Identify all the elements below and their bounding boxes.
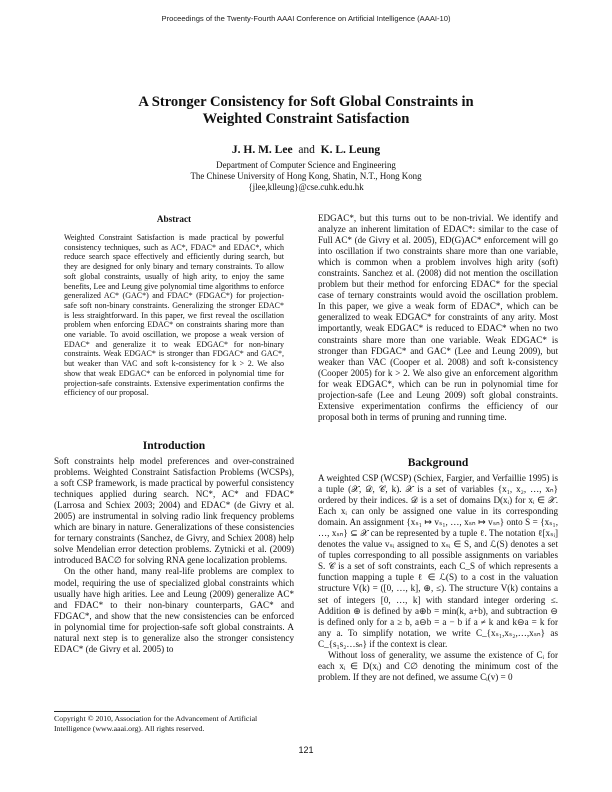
- author-2: K. L. Leung: [320, 144, 381, 156]
- footnote-rule: [54, 711, 140, 712]
- introduction-body: [54, 456, 294, 655]
- author-1: J. H. M. Lee: [231, 144, 293, 156]
- affiliation-university: The Chinese University of Hong Kong, Shatin, N.T., Hong Kong: [190, 171, 422, 181]
- introduction-heading: Introduction: [142, 440, 206, 452]
- right-column-intro-continued: [318, 213, 558, 423]
- right-paragraph-1: EDGAC*, but this turns out to be non-trivial. We identify and analyze an inherent limitation of EDAC*: similar to the case of Full AC* (de Givry et al. 2005), ED(G)AC* enforcement will go into oscillation if two constraints share more than one variable, which is common when a problem involves high arity (soft) constraints. Sanchez et al. (2008) did not mention the oscillation problem but their method for enforcing EDAC* for the special case of ternary constraints would avoid the oscillation problem. In this paper, we give a weak form of EDAC*, which can be generalized to weak EDGAC* for constraints of any arity. Most importantly, weak EDGAC* is reduced to EDAC* when no two constraints share more than one variable. Weak EDGAC* is stronger than FDGAC* and GAC* (Lee and Leung 2009), but weaker than VAC (Cooper et al. 2008) and soft k-consistency (Cooper 2005) for k > 2. We also give an enforcement algorithm for weak EDGAC*, which can be run in polynomial time for projection-safe (Lee and Leung 2009) soft global constraints. Extensive experimentation confirms the efficiency of our proposal both in terms of pruning and running time.: [318, 213, 558, 422]
- abstract-heading: Abstract: [156, 214, 192, 224]
- background-heading: Background: [407, 457, 469, 469]
- page-number: 121: [298, 745, 314, 755]
- background-body: [318, 473, 558, 683]
- proceedings-header: Proceedings of the Twenty-Fourth AAAI Conference on Artificial Intelligence (AAAI-10): [161, 14, 451, 23]
- author-conjunction: and: [298, 144, 315, 156]
- affiliation-department: Department of Computer Science and Engineering: [216, 160, 396, 170]
- authors: [0, 144, 612, 156]
- author-email: {jlee,klleung}@cse.cuhk.edu.hk: [248, 182, 364, 192]
- title-line-1: A Stronger Consistency for Soft Global Constraints in: [138, 94, 474, 110]
- intro-paragraph-2: On the other hand, many real-life problems are complex to model, requiring the use of specialized global constraints which usually have high arities. Lee and Leung (2009) generalize AC* and FDAC* to their non-binary counterparts, GAC* and FDGAC*, and show that the new consistencies can be enforced in polynomial time for projection-safe soft global constraints. A natural next step is to generalize also the stronger consistency EDAC* (de Givry et al. 2005) to: [54, 566, 294, 654]
- background-paragraph-1: A weighted CSP (WCSP) (Schiex, Fargier, and Verfaillie 1995) is a tuple (𝒳, 𝒟, 𝒞, k). 𝒳 is a set of variables {x₁, x₂, …, xₙ} ordered by their indices. 𝒟 is a set of domains D(xᵢ) for xᵢ ∈ 𝒳. Each xᵢ can only be assigned one value in its corresponding domain. An assignment {xₛ₁ ↦ vₛ₁, …, xₛₙ ↦ vₛₙ} onto S = {xₛ₁, …, xₛₙ} ⊆ 𝒳 can be represented by a tuple ℓ. The notation ℓ[xₛᵢ] denotes the value vₛᵢ assigned to xₛᵢ ∈ S, and ℒ(S) denotes a set of tuples corresponding to all possible assignments on variables S. 𝒞 is a set of soft constraints, each C_S of which represents a function mapping a tuple ℓ ∈ ℒ(S) to a cost in the valuation structure V(k) = ([0, …, k], ⊕, ≤). The structure V(k) contains a set of integers [0, …, k] with standard integer ordering ≤. Addition ⊕ is defined by a⊕b = min(k, a+b), and subtraction ⊖ is defined only for a ≥ b, a⊖b = a − b if a ≠ k and k⊖a = k for any a. To simplify notation, we write C_{xₛ₁,xₛ₂,…,xₛₙ} as C_{s₁s₂…sₙ} if the context is clear.: [318, 473, 558, 649]
- abstract-text: Weighted Constraint Satisfaction is made practical by powerful consistency techniques, such as AC*, FDAC* and EDAC*, which reduce search space effectively and efficiently during search, but they are designed for only binary and ternary constraints. To allow soft global constraints, usually of high arity, to enjoy the same benefits, Lee and Leung give polynomial time algorithms to enforce generalized AC* (GAC*) and FDAC* (FDGAC*) for projection-safe soft non-binary constraints. Generalizing the stronger EDAC* is less straightforward. In this paper, we first reveal the oscillation problem when enforcing EDAC* on constraints sharing more than one variable. To avoid oscillation, we propose a weak version of EDAC* and generalize it to weak EDGAC* for non-binary constraints. Weak EDGAC* is stronger than FDGAC* and GAC*, but weaker than VAC and soft k-consistency for k > 2. We also show that weak EDGAC* can be enforced in polynomial time for projection-safe constraints. Extensive experimentation confirms the efficiency of our proposal.: [64, 233, 284, 398]
- paper-title: [80, 94, 532, 128]
- background-paragraph-2: Without loss of generality, we assume the existence of Cᵢ for each xᵢ ∈ D(xᵢ) and C∅ denoting the minimum cost of the problem. If they are not defined, we assume Cᵢ(v) = 0: [318, 649, 558, 682]
- intro-paragraph-1: Soft constraints help model preferences and over-constrained problems. Weighted Constraint Satisfaction Problems (WCSPs), a soft CSP framework, is made practical by powerful consistency techniques applied during search. NC*, AC* and FDAC* (Larrosa and Schiex 2003; 2004) and EDAC* (de Givry et al. 2005) are instrumental in solving radio link frequency problems which are binary in nature. Generalizations of these consistencies for ternary constraints (Sanchez, de Givry, and Schiex 2008) help solve Mendelian error detection problems. Zytnicki et al. (2009) introduced BAC∅ for solving RNA gene localization problems.: [54, 456, 294, 566]
- title-line-2: Weighted Constraint Satisfaction: [202, 111, 410, 127]
- copyright-notice: Copyright © 2010, Association for the Advancement of Artificial Intelligence (www.aaai.org). All rights reserved.: [54, 714, 258, 733]
